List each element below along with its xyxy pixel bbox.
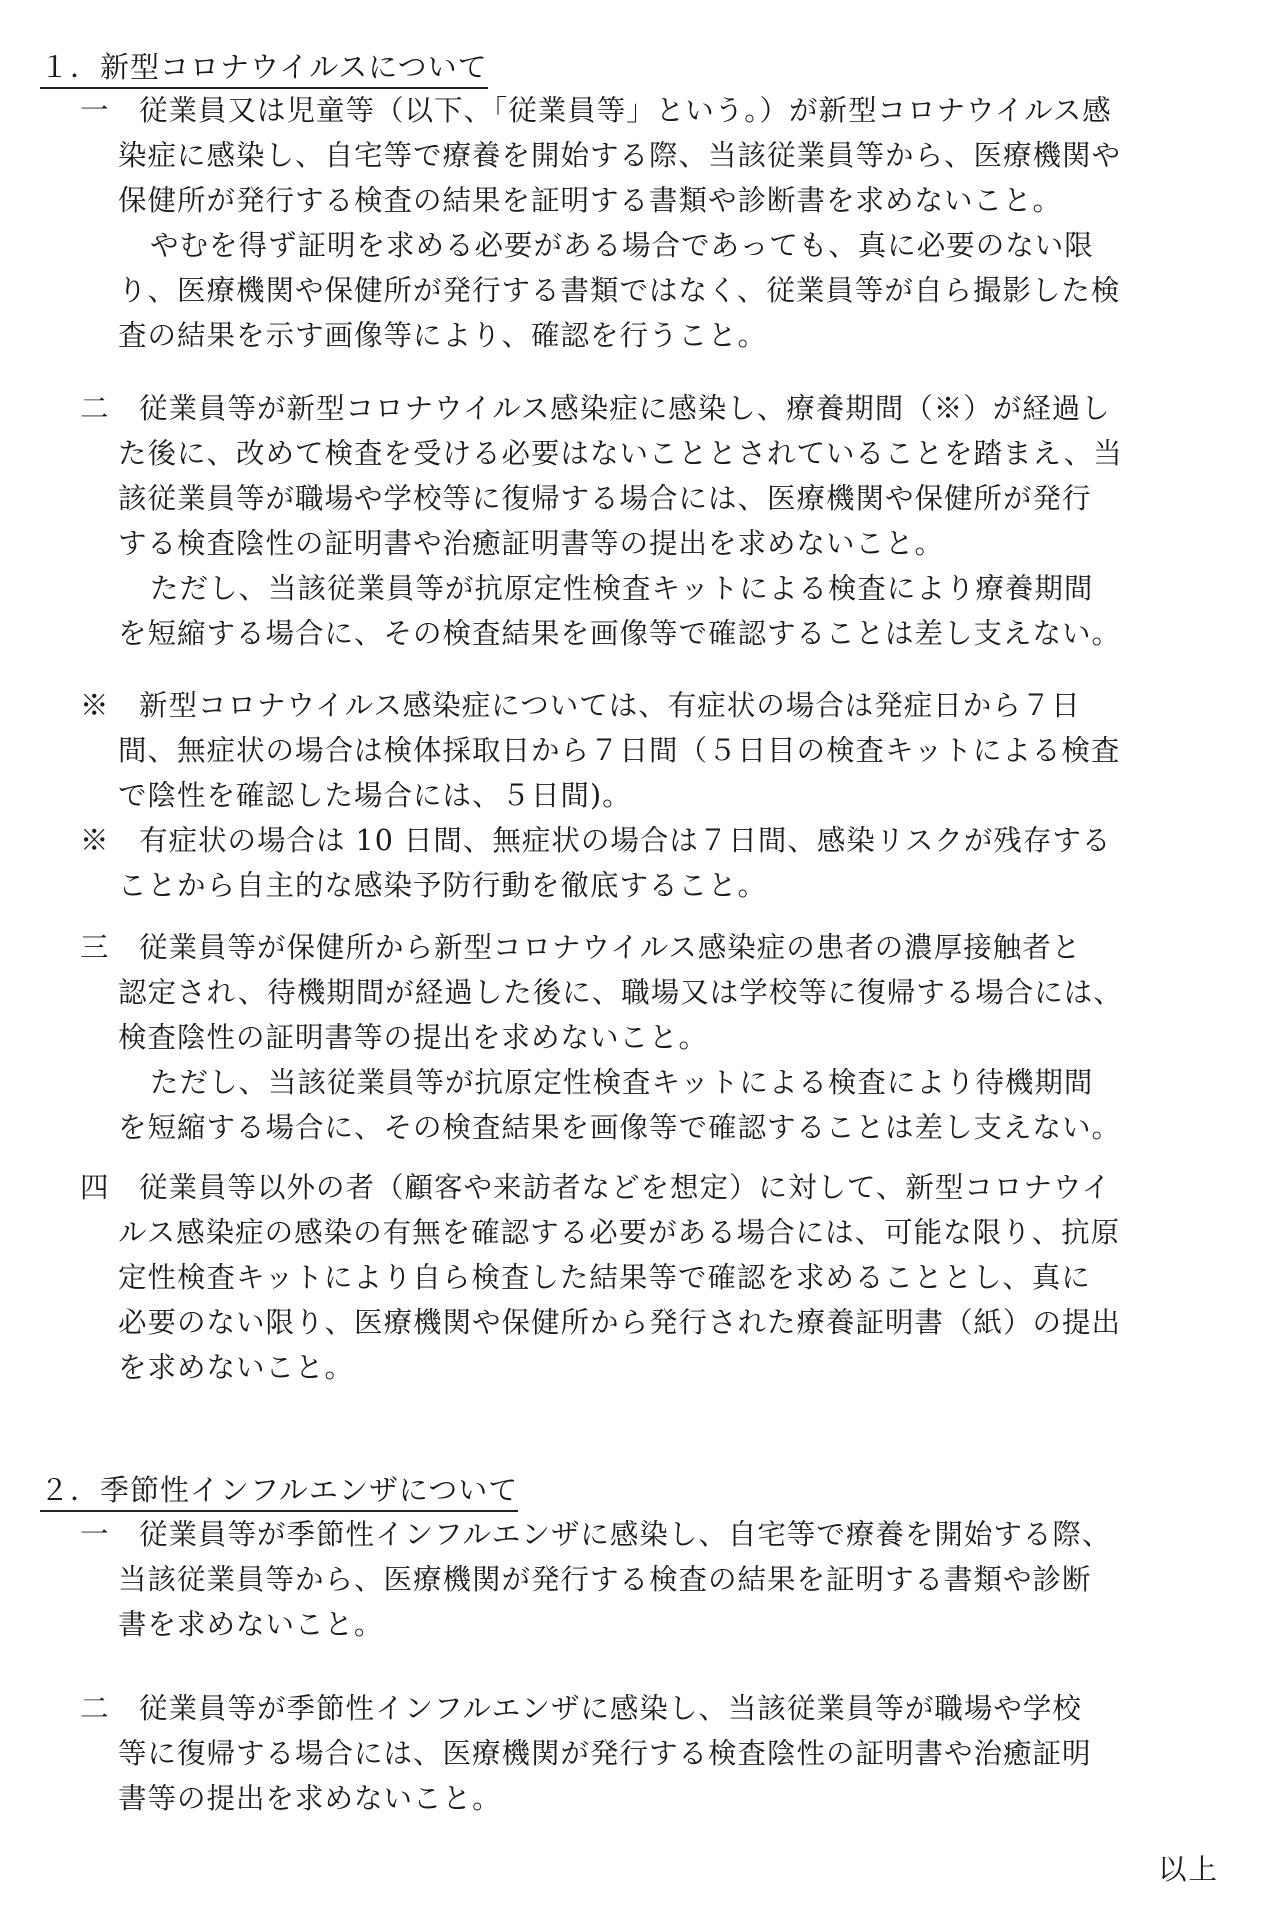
text-line: た後に、改めて検査を受ける必要はないこととされていることを踏まえ、当 — [118, 437, 1123, 470]
note-line: ※ 有症状の場合は 10 日間、無症状の場合は７日間、感染リスクが残存する — [80, 824, 1112, 857]
text-line: 書等の提出を求めないこと。 — [118, 1782, 502, 1815]
text-line: 該従業員等が職場や学校等に復帰する場合には、医療機関や保健所が発行 — [118, 482, 1092, 515]
text-line: を短縮する場合に、その検査結果を画像等で確認することは差し支えない。 — [118, 617, 1122, 650]
text-line: を短縮する場合に、その検査結果を画像等で確認することは差し支えない。 — [118, 1111, 1122, 1144]
text-line: やむを得ず証明を求める必要がある場合であっても、真に必要のない限 — [150, 229, 1094, 262]
text-line: する検査陰性の証明書や治癒証明書等の提出を求めないこと。 — [118, 527, 945, 560]
section-heading-influenza: ２．季節性インフルエンザについて — [40, 1471, 518, 1512]
note-line: ことから自主的な感染予防行動を徹底すること。 — [118, 869, 768, 902]
text-line: 染症に感染し、自宅等で療養を開始する際、当該従業員等から、医療機関や — [118, 139, 1122, 172]
note-line: で陰性を確認した場合には、５日間)。 — [118, 779, 632, 812]
text-line: り、医療機関や保健所が発行する書類ではなく、従業員等が自ら撮影した検 — [118, 274, 1121, 307]
text-line: ルス感染症の感染の有無を確認する必要がある場合には、可能な限り、抗原 — [118, 1216, 1121, 1249]
section-heading-covid: １．新型コロナウイルスについて — [40, 48, 488, 89]
text-line: 三 従業員等が保健所から新型コロナウイルス感染症の患者の濃厚接触者と — [80, 931, 1082, 964]
text-line: 定性検査キットにより自ら検査した結果等で確認を求めることとし、真に — [118, 1261, 1091, 1294]
covid-item-3 — [80, 925, 1220, 1150]
text-line: 査の結果を示す画像等により、確認を行うこと。 — [118, 319, 768, 352]
text-line: 等に復帰する場合には、医療機関が発行する検査陰性の証明書や治癒証明 — [118, 1737, 1092, 1770]
text-line: 二 従業員等が季節性インフルエンザに感染し、当該従業員等が職場や学校 — [80, 1692, 1082, 1725]
text-line: 保健所が発行する検査の結果を証明する書類や診断書を求めないこと。 — [118, 184, 1063, 217]
text-line: 書を求めないこと。 — [118, 1608, 384, 1641]
text-line: 二 従業員等が新型コロナウイルス感染症に感染し、療養期間（※）が経過し — [80, 392, 1111, 425]
closing-mark: 以上 — [1157, 1853, 1219, 1886]
text-line: 四 従業員等以外の者（顧客や来訪者などを想定）に対して、新型コロナウイ — [80, 1171, 1112, 1204]
text-line: ただし、当該従業員等が抗原定性検査キットによる検査により療養期間 — [150, 572, 1094, 605]
text-line: 必要のない限り、医療機関や保健所から発行された療養証明書（紙）の提出 — [118, 1306, 1122, 1339]
note-line: ※ 新型コロナウイルス感染症については、有症状の場合は発症日から７日 — [80, 689, 1081, 722]
influenza-item-1 — [80, 1512, 1220, 1647]
note-line: 間、無症状の場合は検体採取日から７日間（５日目の検査キットによる検査 — [118, 734, 1121, 767]
text-line: 一 従業員又は児童等（以下、「従業員等」という。）が新型コロナウイルス感 — [80, 94, 1112, 127]
covid-notes — [80, 683, 1220, 908]
text-line: 一 従業員等が季節性インフルエンザに感染し、自宅等で療養を開始する際、 — [80, 1518, 1112, 1551]
text-line: 当該従業員等から、医療機関が発行する検査の結果を証明する書類や診断 — [118, 1563, 1092, 1596]
text-line: 認定され、待機期間が経過した後に、職場又は学校等に復帰する場合には、 — [118, 976, 1123, 1009]
covid-item-4 — [80, 1165, 1220, 1390]
text-line: ただし、当該従業員等が抗原定性検査キットによる検査により待機期間 — [150, 1066, 1094, 1099]
text-line: を求めないこと。 — [118, 1351, 355, 1384]
influenza-item-2 — [80, 1686, 1220, 1821]
covid-item-2 — [80, 386, 1220, 656]
covid-item-1 — [80, 88, 1220, 358]
text-line: 検査陰性の証明書等の提出を求めないこと。 — [118, 1021, 709, 1054]
